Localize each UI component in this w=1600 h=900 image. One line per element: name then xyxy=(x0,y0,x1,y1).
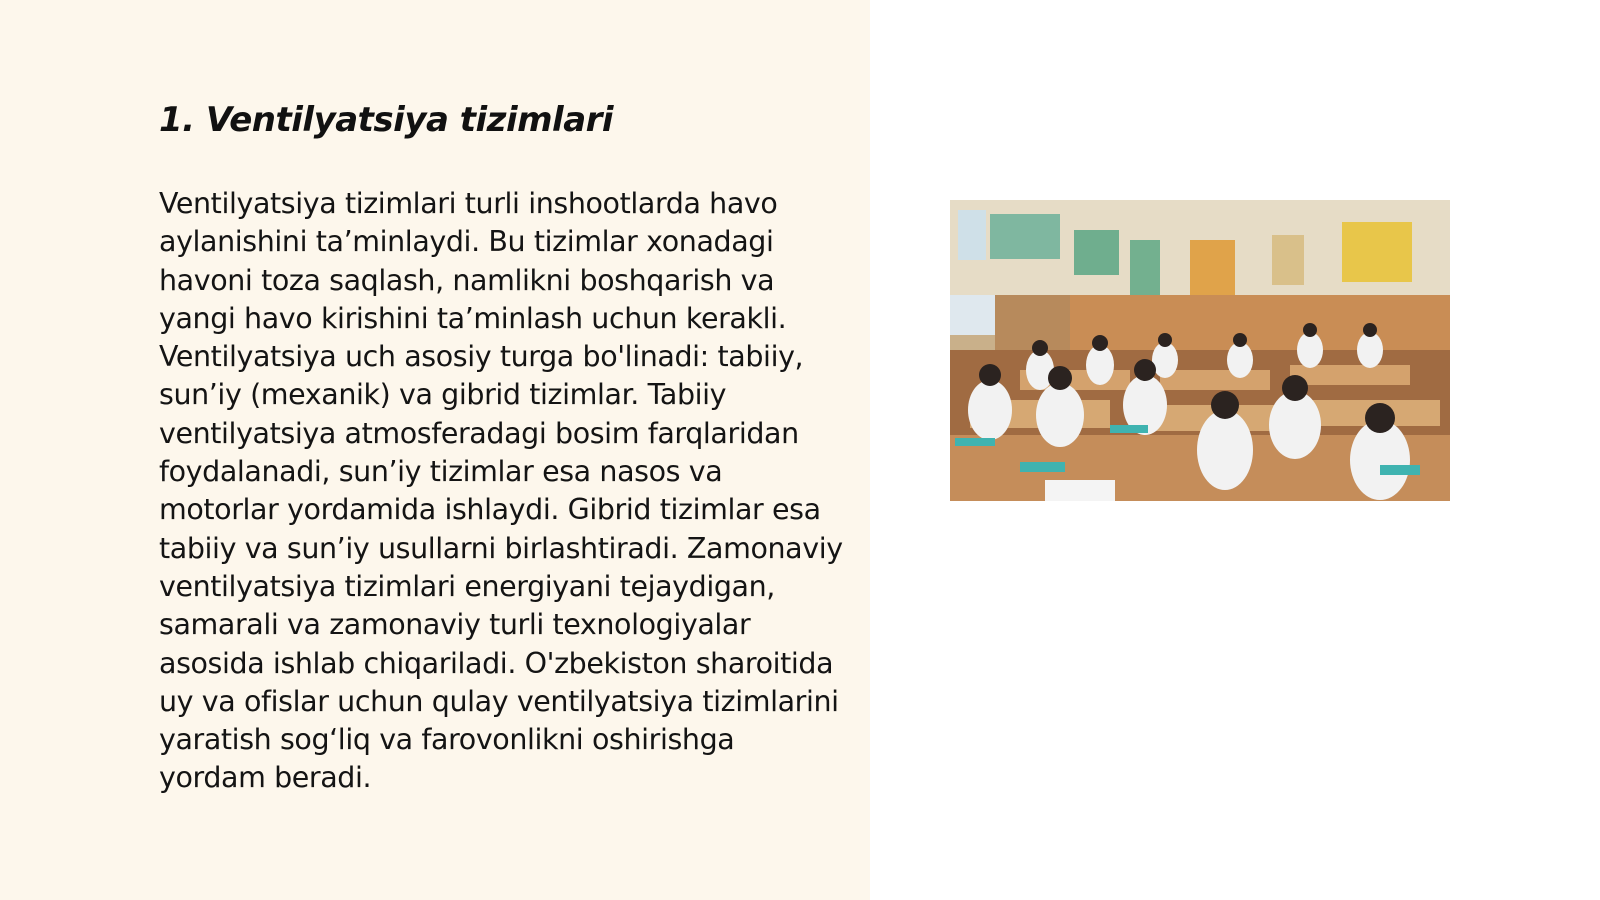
slide-title: 1. Ventilyatsiya tizimlari xyxy=(159,100,614,140)
classroom-photo xyxy=(950,200,1450,501)
slide-body-text: Ventilyatsiya tizimlari turli inshootlarda havo aylanishini ta’minlaydi. Bu tizimlar xonadagi havoni toza saqlash, namlikni boshqarish va yangi havo kirishini ta’minlash uchun kerakli. Ventilyatsiya uch asosiy turga bo'linadi: tabiiy, sun’iy (mexanik) va gibrid tizimlar. Tabiiy ventilyatsiya atmosferadagi bosim farqlaridan foydalanadi, sun’iy tizimlar esa nasos va motorlar yordamida ishlaydi. Gibrid tizimlar esa tabiiy va sun’iy usullarni birlashtiradi. Zamonaviy ventilyatsiya tizimlari energiyani tejaydigan, samarali va zamonaviy turli texnologiyalar asosida ishlab chiqariladi. O'zbekiston sharoitida uy va ofislar uchun qulay ventilyatsiya tizimlarini yaratish sog‘liq va farovonlikni oshirishga yordam beradi. xyxy=(159,187,843,795)
